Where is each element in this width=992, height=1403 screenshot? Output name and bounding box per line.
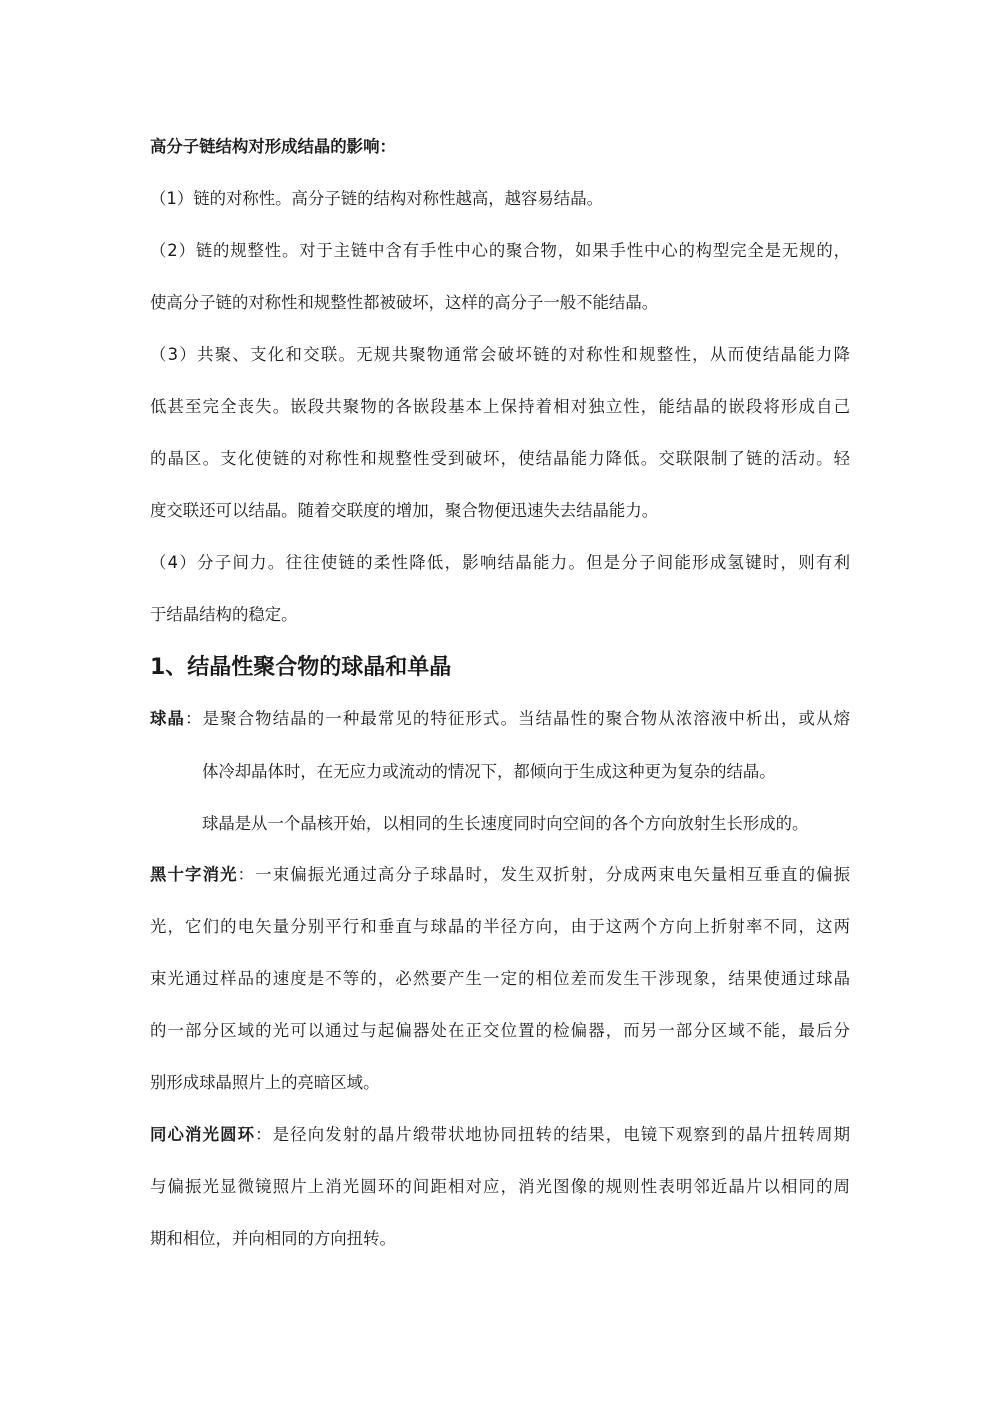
paragraph-line: 于结晶结构的稳定。 — [150, 605, 298, 624]
section-heading: 1、结晶性聚合物的球晶和单晶 — [150, 655, 452, 680]
paragraph-line: （4）分子间力。往往使链的柔性降低，影响结晶能力。但是分子间能形成氢键时，则有利 — [150, 553, 850, 572]
paragraph-line: 期和相位，并向相同的方向扭转。 — [150, 1229, 396, 1248]
paragraph-line: 的晶区。支化使链的对称性和规整性受到破坏，使结晶能力降低。交联限制了链的活动。轻 — [150, 449, 850, 468]
paragraph-line: 束光通过样品的速度是不等的，必然要产生一定的相位差而发生干涉现象，结果使通过球晶 — [150, 969, 850, 988]
paragraph-line: 别形成球晶照片上的亮暗区域。 — [150, 1073, 380, 1092]
definition-text: ：一束偏振光通过高分子球晶时，发生双折射，分成两束电矢量相互垂直的偏振 — [237, 865, 850, 884]
definition-spherulite — [150, 708, 850, 730]
paragraph-line: 球晶是从一个晶核开始，以相同的生长速度同时向空间的各个方向放射生长形成的。 — [202, 814, 809, 833]
paragraph-line: （1）链的对称性。高分子链的结构对称性越高，越容易结晶。 — [150, 189, 603, 208]
term-label: 黑十字消光 — [150, 865, 238, 884]
paragraph-line: 光，它们的电矢量分别平行和垂直与球晶的半径方向，由于这两个方向上折射率不同，这两 — [150, 917, 850, 936]
paragraph-line: 使高分子链的对称性和规整性都被破坏，这样的高分子一般不能结晶。 — [150, 293, 659, 312]
term-label: 同心消光圆环 — [150, 1125, 256, 1144]
definition-text: ：是聚合物结晶的一种最常见的特征形式。当结晶性的聚合物从浓溶液中析出，或从熔 — [185, 709, 850, 728]
paragraph-line: 的一部分区域的光可以通过与起偏器处在正交位置的检偏器，而另一部分区域不能，最后分 — [150, 1021, 850, 1040]
paragraph-line: （2）链的规整性。对于主链中含有手性中心的聚合物，如果手性中心的构型完全是无规的， — [150, 241, 850, 260]
definition-concentric-rings — [150, 1124, 850, 1146]
paragraph-line: 体冷却晶体时，在无应力或流动的情况下，都倾向于生成这种更为复杂的结晶。 — [202, 762, 776, 781]
paragraph-line: 度交联还可以结晶。随着交联度的增加，聚合物便迅速失去结晶能力。 — [150, 501, 659, 520]
definition-text: ：是径向发射的晶片缎带状地协同扭转的结果，电镜下观察到的晶片扭转周期 — [255, 1125, 850, 1144]
paragraph-line: （3）共聚、支化和交联。无规共聚物通常会破坏链的对称性和规整性，从而使结晶能力降 — [150, 345, 850, 364]
paragraph-line: 低甚至完全丧失。嵌段共聚物的各嵌段基本上保持着相对独立性，能结晶的嵌段将形成自己 — [150, 397, 850, 416]
section-title: 高分子链结构对形成结晶的影响： — [150, 137, 396, 156]
definition-maltese-cross — [150, 864, 850, 886]
paragraph-line: 与偏振光显微镜照片上消光圆环的间距相对应，消光图像的规则性表明邻近晶片以相同的周 — [150, 1177, 850, 1196]
term-label: 球晶 — [150, 709, 186, 728]
